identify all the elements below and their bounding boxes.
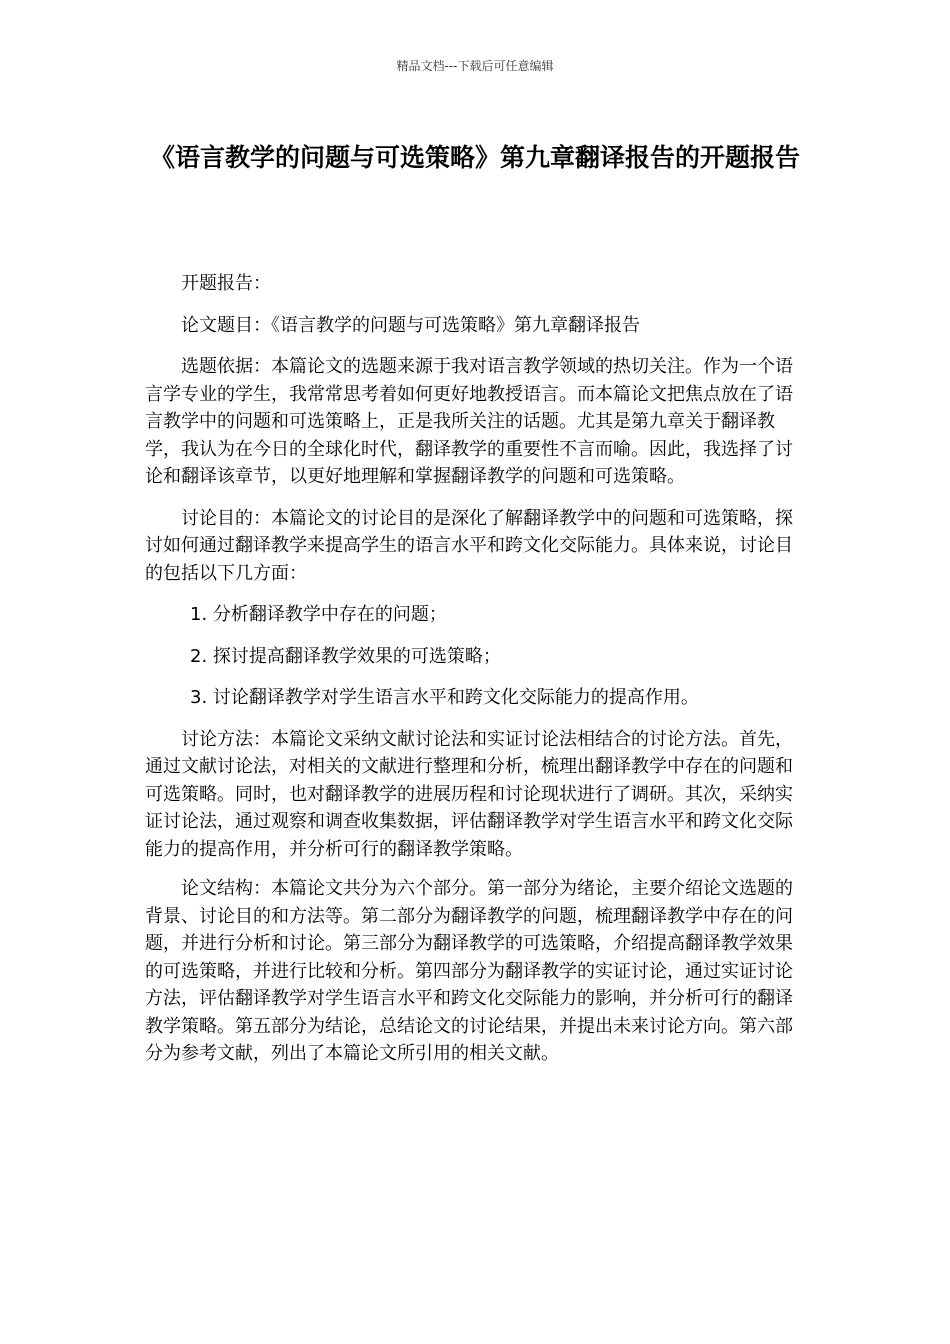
goals-list <box>145 601 795 712</box>
purpose-paragraph: 讨论目的：本篇论文的讨论目的是深化了解翻译教学中的问题和可选策略，探讨如何通过翻译教学来提高学生的语言水平和跨文化交际能力。具体来说，讨论目的包括以下几方面： <box>145 507 793 584</box>
document-body <box>145 270 795 1068</box>
list-item: 1. 分析翻译教学中存在的问题； <box>190 604 447 625</box>
list-item: 3. 讨论翻译教学对学生语言水平和跨文化交际能力的提高作用。 <box>190 687 699 708</box>
report-label: 开题报告： <box>181 273 271 294</box>
structure-paragraph: 论文结构：本篇论文共分为六个部分。第一部分为绪论，主要介绍论文选题的背景、讨论目的和方法等。第二部分为翻译教学的问题，梳理翻译教学中存在的问题，并进行分析和讨论。第三部分为翻译教学的可选策略，介绍提高翻译教学效果的可选策略，并进行比较和分析。第四部分为翻译教学的实证讨论，通过实证讨论方法，评估翻译教学对学生语言水平和跨文化交际能力的影响，并分析可行的翻译教学策略。第五部分为结论，总结论文的讨论结果，并提出未来讨论方向。第六部分为参考文献，列出了本篇论文所引用的相关文献。 <box>145 878 793 1064</box>
basis-paragraph: 选题依据：本篇论文的选题来源于我对语言教学领域的热切关注。作为一个语言学专业的学生，我常常思考着如何更好地教授语言。而本篇论文把焦点放在了语言教学中的问题和可选策略上，正是我所关注的话题。尤其是第九章关于翻译教学，我认为在今日的全球化时代，翻译教学的重要性不言而喻。因此，我选择了讨论和翻译该章节，以更好地理解和掌握翻译教学的问题和可选策略。 <box>145 356 793 487</box>
list-item: 2. 探讨提高翻译教学效果的可选策略； <box>190 645 501 667</box>
topic-paragraph: 论文题目：《语言教学的问题与可选策略》第九章翻译报告 <box>181 314 640 336</box>
document-title: 《语言教学的问题与可选策略》第九章翻译报告的开题报告 <box>149 143 800 172</box>
method-paragraph: 讨论方法：本篇论文采纳文献讨论法和实证讨论法相结合的讨论方法。首先，通过文献讨论法，对相关的文献进行整理和分析，梳理出翻译教学中存在的问题和可选策略。同时，也对翻译教学的进展历程和讨论现状进行了调研。其次，采纳实证讨论法，通过观察和调查收集数据，评估翻译教学对学生语言水平和跨文化交际能力的提高作用，并分析可行的翻译教学策略。 <box>145 728 793 860</box>
page-header-watermark: 精品文档---下载后可任意编辑 <box>396 59 554 73</box>
